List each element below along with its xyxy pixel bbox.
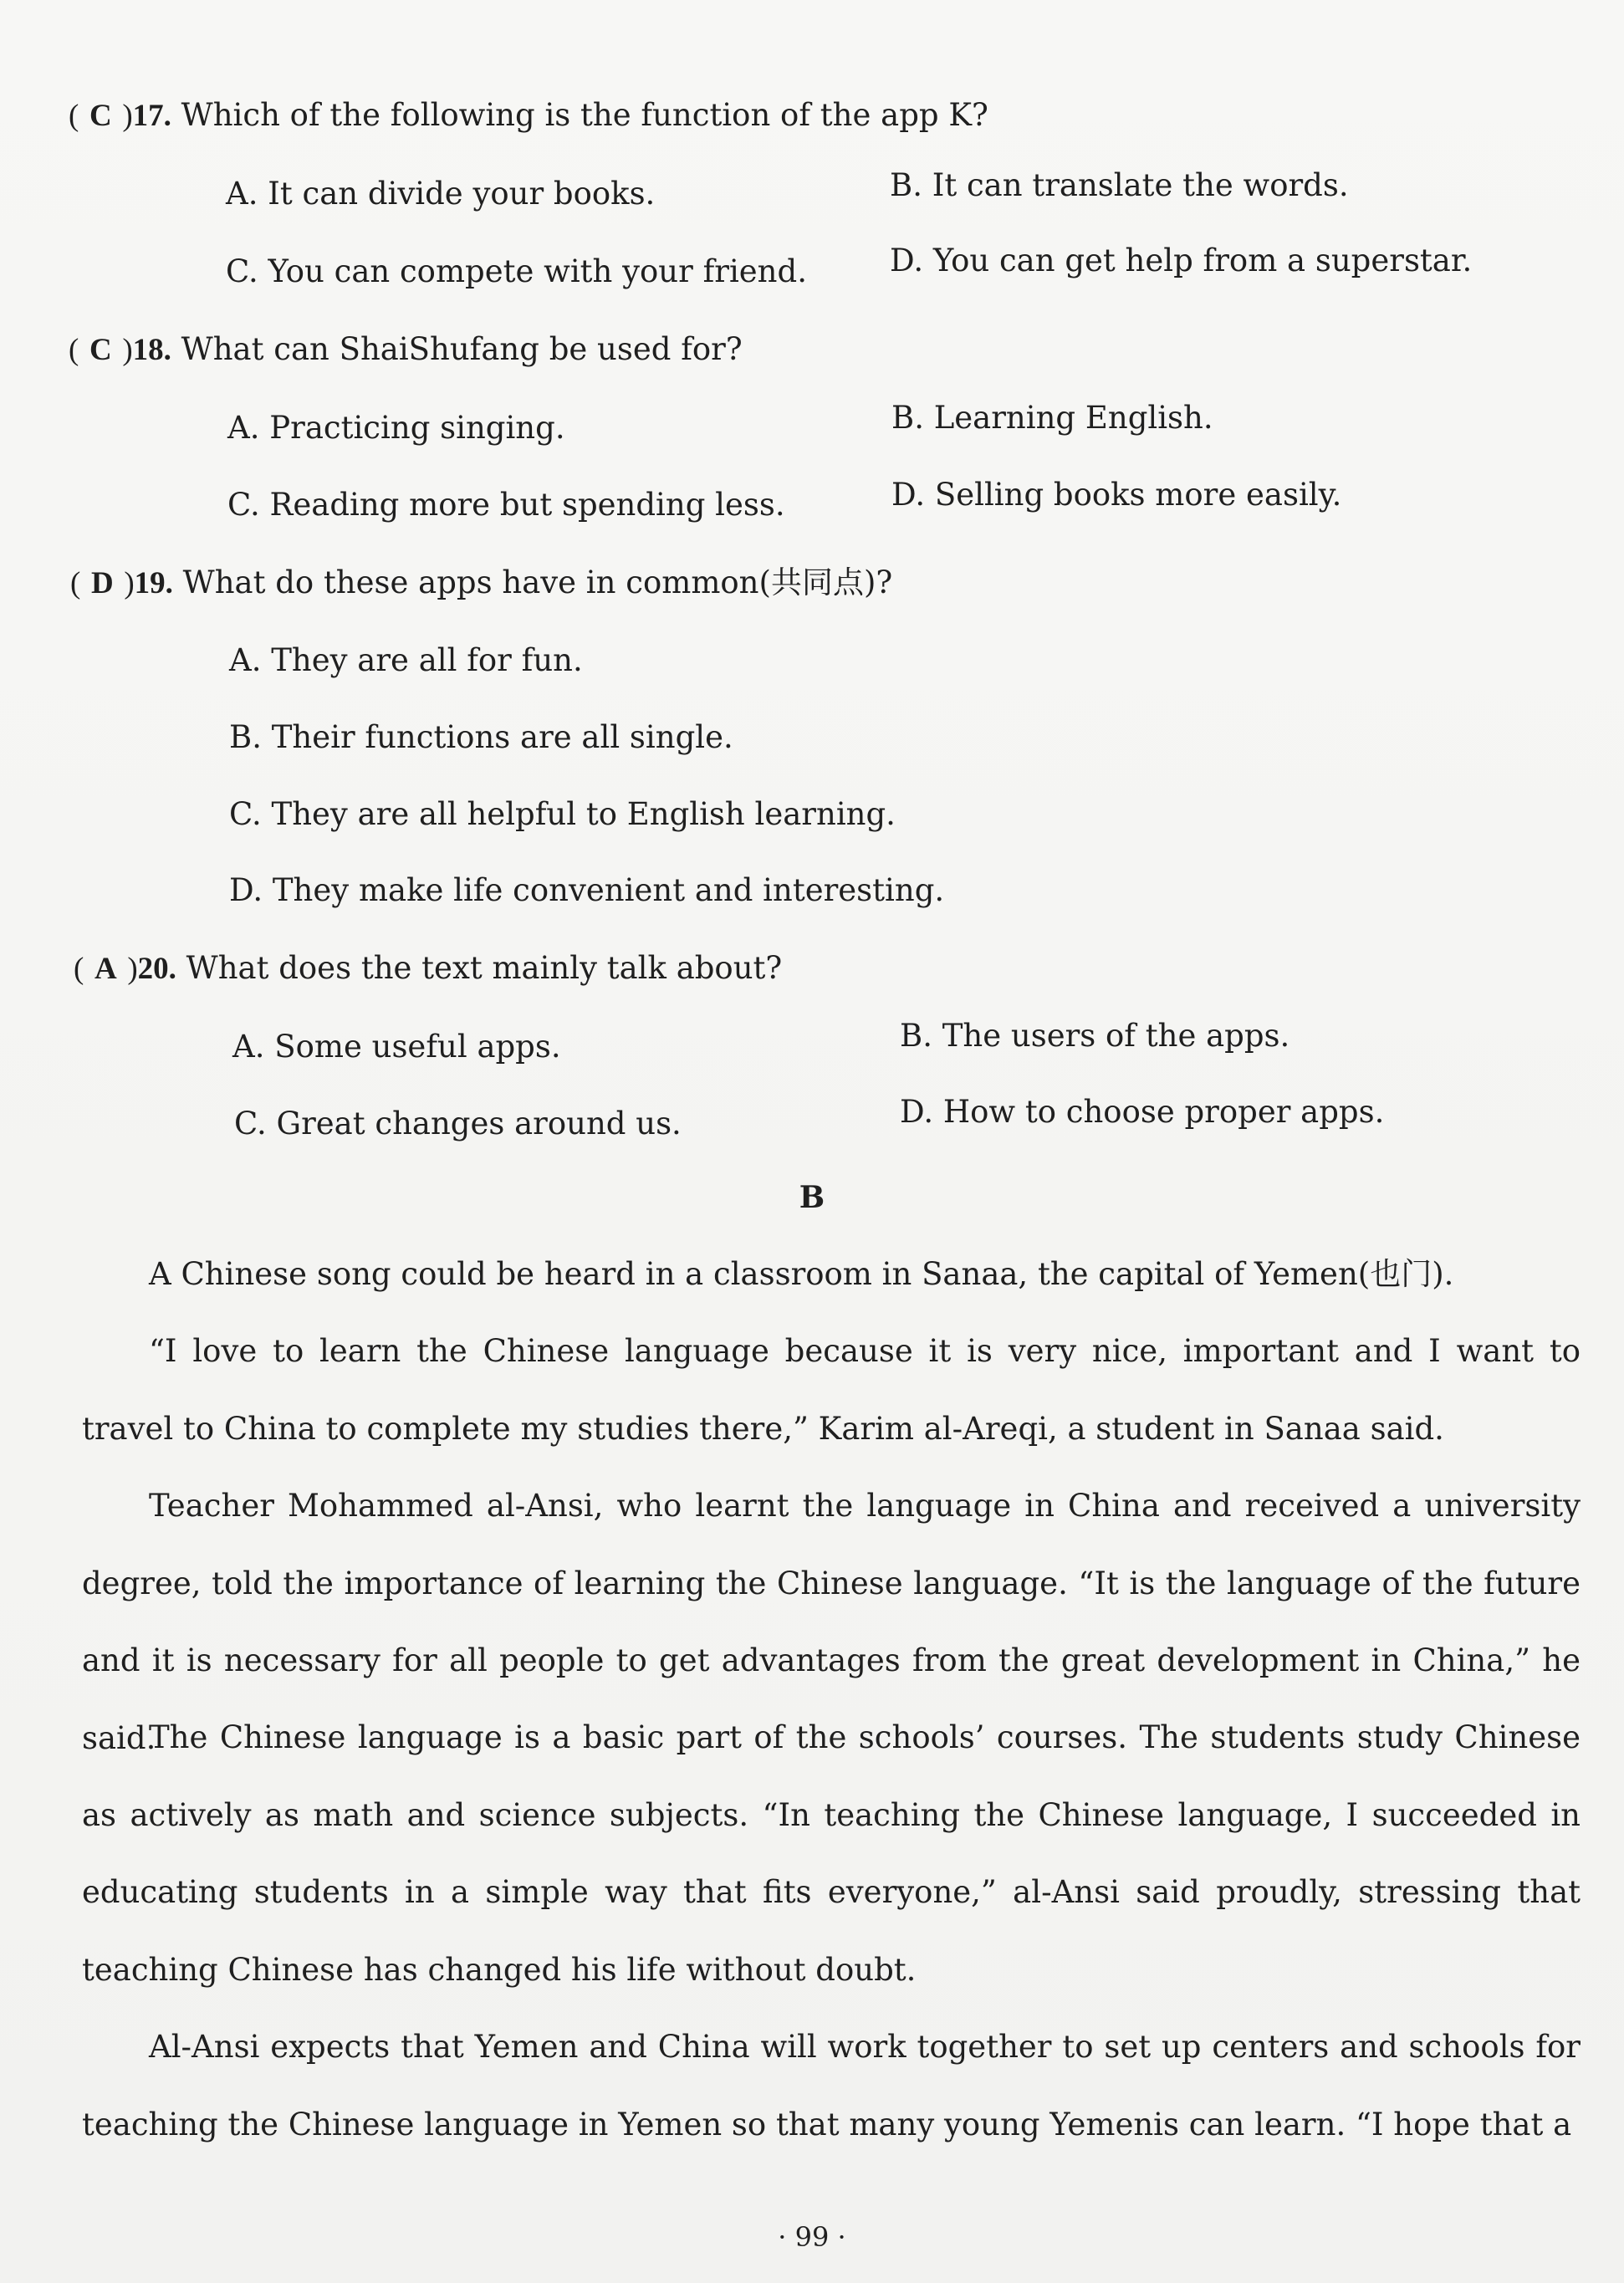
- option-b: B. Learning English.: [891, 400, 1213, 436]
- option-a: A. It can divide your books.: [226, 176, 656, 212]
- question-text: What do these apps have in common(共同点)?: [182, 564, 893, 600]
- answer-paren-close: ): [122, 333, 133, 367]
- question-number: 19.: [134, 566, 173, 600]
- answer-letter: D: [90, 566, 114, 600]
- option-b: B. The users of the apps.: [900, 1018, 1290, 1054]
- option-d: D. They make life convenient and interesting.: [229, 872, 945, 908]
- answer-paren-open: (: [74, 952, 84, 986]
- option-c: C. They are all helpful to English learning.: [229, 796, 896, 832]
- answer-paren-open: (: [69, 333, 79, 367]
- question-text: Which of the following is the function of the app K?: [181, 97, 988, 133]
- question-19: [70, 564, 892, 602]
- option-c: C. Reading more but spending less.: [227, 487, 785, 523]
- question-20: [74, 950, 782, 988]
- question-18: [69, 331, 743, 369]
- option-b: B. Their functions are all single.: [229, 719, 733, 755]
- paragraph-1: A Chinese song could be heard in a classroom in Sanaa, the capital of Yemen(也门).: [149, 1256, 1454, 1292]
- question-number: 17.: [132, 99, 171, 133]
- option-d: D. How to choose proper apps.: [900, 1094, 1385, 1130]
- answer-paren-open: (: [69, 99, 79, 133]
- option-c: C. Great changes around us.: [234, 1106, 682, 1142]
- answer-letter: C: [89, 333, 112, 367]
- option-d: D. Selling books more easily.: [891, 477, 1342, 513]
- answer-paren-close: ): [127, 952, 138, 986]
- question-17: [69, 97, 988, 135]
- option-c: C. You can compete with your friend.: [226, 253, 807, 289]
- paragraph-4: The Chinese language is a basic part of the schools’ courses. The students study Chinese as actively as math and science subjects. “In teaching the Chinese language, I succeeded in educating students in a simple way that fits everyone,” al-Ansi said proudly, stressing that teaching Chinese has changed his life without doubt.: [82, 1719, 1581, 1988]
- option-a: A. Some useful apps.: [232, 1029, 561, 1065]
- option-a: A. Practicing singing.: [227, 410, 565, 446]
- question-number: 18.: [132, 333, 171, 367]
- answer-paren-close: ): [122, 99, 133, 133]
- answer-paren-close: ): [124, 566, 135, 600]
- section-title: B: [799, 1180, 825, 1215]
- question-text: What does the text mainly talk about?: [186, 950, 783, 986]
- question-text: What can ShaiShufang be used for?: [181, 331, 743, 367]
- paragraph-3: Teacher Mohammed al-Ansi, who learnt the language in China and received a university degree, told the importance of learning the Chinese language. “It is the language of the future and it is necessary for all people to get advantages from the great development in China,” he said.: [82, 1488, 1581, 1756]
- answer-letter: C: [89, 99, 112, 133]
- option-d: D. You can get help from a superstar.: [890, 243, 1473, 278]
- option-a: A. They are all for fun.: [229, 642, 583, 678]
- answer-paren-open: (: [70, 566, 81, 600]
- option-b: B. It can translate the words.: [890, 167, 1349, 203]
- paragraph-2: “I love to learn the Chinese language because it is very nice, important and I want to travel to China to complete my studies there,” Karim al-Areqi, a student in Sanaa said.: [82, 1333, 1581, 1447]
- answer-letter: A: [94, 952, 117, 986]
- page-number: · 99 ·: [778, 2221, 846, 2253]
- paragraph-5: Al-Ansi expects that Yemen and China will work together to set up centers and schools for teaching the Chinese language in Yemen so that many young Yemenis can learn. “I hope that a: [82, 2029, 1581, 2143]
- question-number: 20.: [137, 952, 176, 986]
